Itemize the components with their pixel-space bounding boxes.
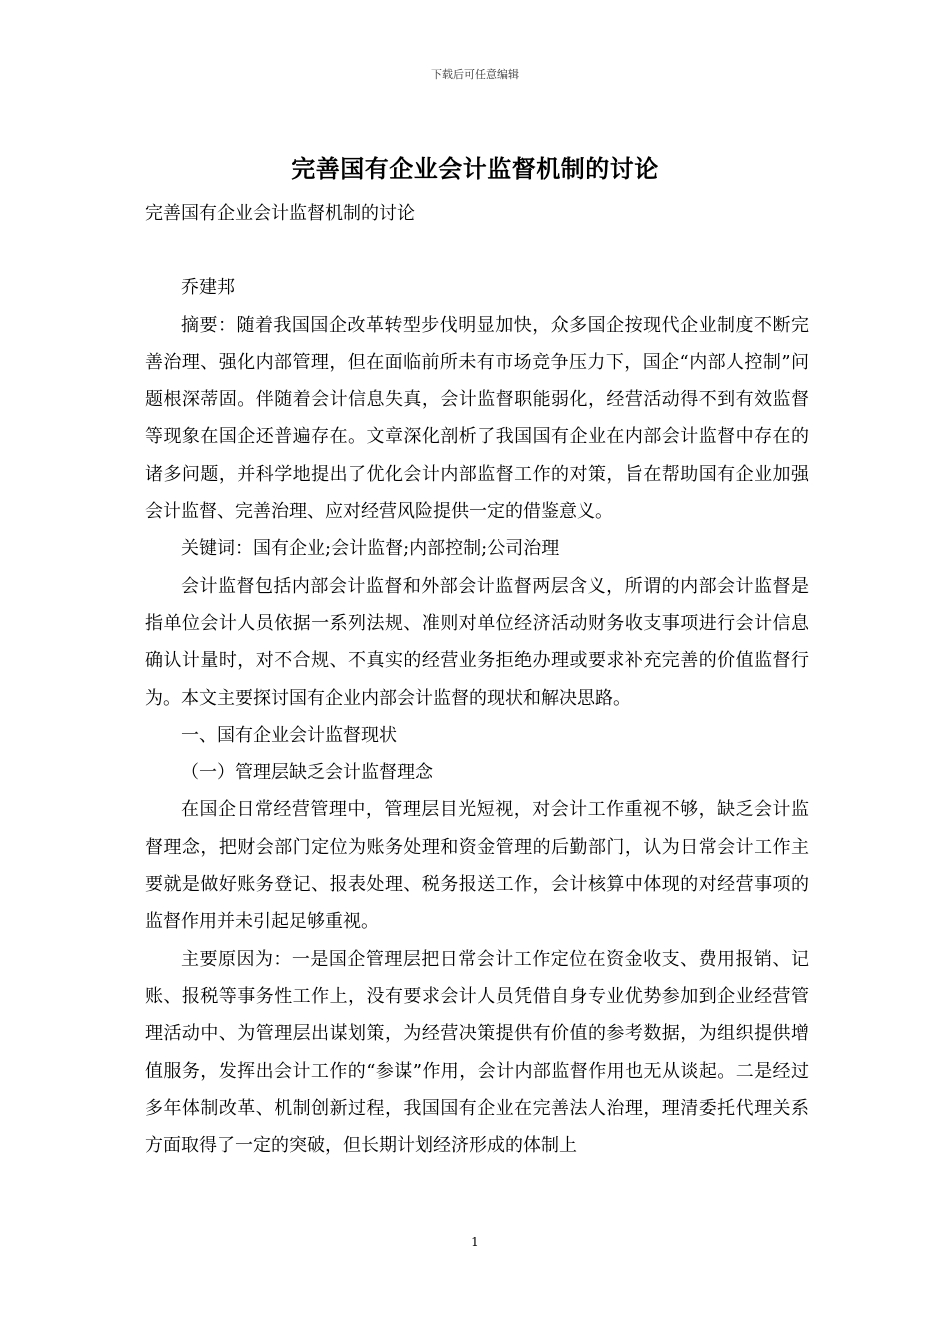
page-header: 下载后可任意编辑 (431, 68, 519, 81)
abstract-paragraph: 摘要：随着我国国企改革转型步伐明显加快，众多国企按现代企业制度不断完善治理、强化内部管理，但在面临前所未有市场竞争压力下，国企“内部人控制”问题根深蒂固。伴随着会计信息失真，会计监督职能弱化，经营活动得不到有效监督等现象在国企还普遍存在。文章深化剖析了我国国有企业在内部会计监督中存在的诸多问题，并科学地提出了优化会计内部监督工作的对策，旨在帮助国有企业加强会计监督、完善治理、应对经营风险提供一定的借鉴意义。 (145, 314, 809, 523)
author-name: 乔建邦 (181, 277, 235, 299)
document-title: 完善国有企业会计监督机制的讨论 (291, 154, 659, 183)
keywords-paragraph: 关键词：国有企业;会计监督;内部控制;公司治理 (181, 538, 560, 560)
document-body (145, 195, 809, 1164)
body-paragraph: 在国企日常经营管理中，管理层目光短视，对会计工作重视不够，缺乏会计监督理念，把财会部门定位为账务处理和资金管理的后勤部门，认为日常会计工作主要就是做好账务登记、报表处理、税务报送工作，会计核算中体现的对经营事项的监督作用并未引起足够重视。 (145, 799, 809, 933)
blank-line (145, 232, 809, 269)
document-subtitle: 完善国有企业会计监督机制的讨论 (145, 203, 415, 224)
section-heading: 一、国有企业会计监督现状 (181, 724, 397, 746)
page-number: 1 (471, 1235, 479, 1249)
body-paragraph: 主要原因为：一是国企管理层把日常会计工作定位在资金收支、费用报销、记账、报税等事务性工作上，没有要求会计人员凭借自身专业优势参加到企业经营管理活动中、为管理层出谋划策，为经营决策提供有价值的参考数据，为组织提供增值服务，发挥出会计工作的“参谋”作用，会计内部监督作用也无从谈起。二是经过多年体制改革、机制创新过程，我国国有企业在完善法人治理，理清委托代理关系方面取得了一定的突破，但长期计划经济形成的体制上 (145, 948, 809, 1157)
intro-paragraph: 会计监督包括内部会计监督和外部会计监督两层含义，所谓的内部会计监督是指单位会计人员依据一系列法规、准则对单位经济活动财务收支事项进行会计信息确认计量时，对不合规、不真实的经营业务拒绝办理或要求补充完善的价值监督行为。本文主要探讨国有企业内部会计监督的现状和解决思路。 (145, 575, 809, 709)
subsection-heading: （一）管理层缺乏会计监督理念 (181, 762, 433, 784)
